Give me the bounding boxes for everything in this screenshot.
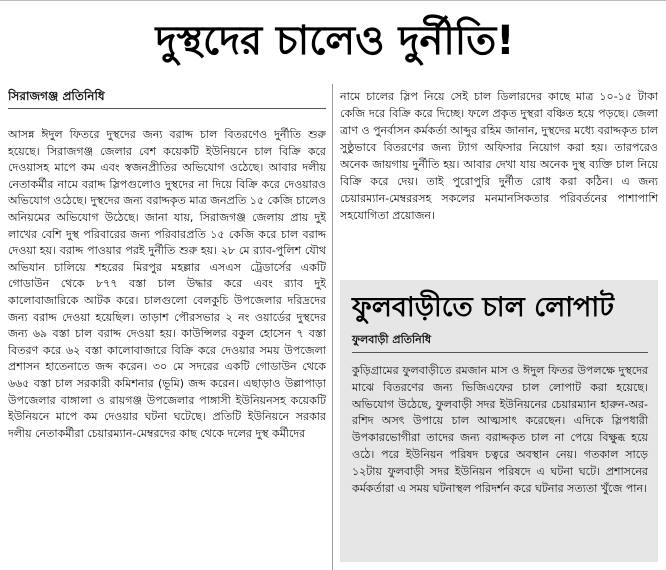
sidebar-byline: ফুলবাড়ী প্রতিনিধি [352,332,648,353]
top-rule [0,0,666,6]
main-headline: দুস্থদের চালেও দুর্নীতি! [155,18,515,64]
main-article-body-right: নামে চালের স্লিপ নিয়ে সেই চাল ডিলারদের কাছে মাত্র ১০-১৫ টাকা কেজি দরে বিক্রি করে দিচ্ছে। ফলে প্রকৃত দুস্থরা বঞ্চিত হয়ে পড়ছে। জেলা ত্রাণ ও পুনর্বাসন কর্মকর্তা আব্দুর রহিম জানান, দুস্থদের মধ্যে বরাদ্দকৃত চাল সুষ্ঠুভাবে বিতরণের জন্য ট্যাগ অফিসার নিয়োগ করা হয়। তারপরেও অনেক জায়গায় দুর্নীতি হয়। আবার দেখা যায় অনেক দুস্থ ব্যক্তি চাল নিয়ে বিক্রি করে দেয়। তাই পুরোপুরি দুর্নীত রোধ করা কঠিন। এ জন্য চেয়ারম্যান-মেম্বররসহ সকলের মনমানসিকতার পরিবর্তনের পাশাপাশি সহযোগিতা প্রয়োজন। [340,90,658,222]
main-article-right-column [340,88,658,274]
sidebar-article-body: কুড়িগ্রামের ফুলবাড়ীতে রমজান মাস ও ঈদুল ফিতর উপলক্ষে দুস্থদের মাঝে বিতরণের জন্য ভিজিএফের চাল লোপাট করা হয়েছে। অভিযোগ উঠেছে, ফুলবাড়ী সদর ইউনিয়নের চেয়ারম্যান হারুন-অর-রশিদ অসৎ উপায়ে চাল আত্মসাৎ করেছেন। এদিকে স্লিপধারী উপকারভোগীরা তাদের জন্য বরাদ্দকৃত চাল না পেয়ে বিক্ষুব্ধ হয়ে ওঠে। পরে ইউনিয়ন পরিষদ চত্বরে অবস্থান নেয়। গতকাল সাড়ে ১২টায় ফুলবাড়ী সদর ইউনিয়ন পরিষদে এ ঘটনা ঘটে। প্রশাসনের কর্মকর্তারা এ সময় ঘটনাস্থল পরিদর্শন করে ঘটনার সত্যতা খুঁজে পান। [352,364,648,495]
sidebar-article-box [340,280,658,562]
sidebar-headline: ফুলবাড়ীতে চাল লোপাট [352,292,614,323]
column-divider [332,84,333,570]
main-byline: সিরাজগঞ্জ প্রতিনিধি [8,88,326,109]
main-article-body-left: আসন্ন ঈদুল ফিতরে দুস্থদের জন্য বরাদ্দ চাল বিতরণেও দুর্নীতি শুরু হয়েছে। সিরাজগঞ্জ জেলার বেশ কয়েকটি ইউনিয়নে চাল বিক্রি করে দেওয়াসহ মাপে কম এবং স্বজনপ্রীতির অভিযোগ ওঠেছে। আবার দলীয় নেতাকর্মীর নামে বরাদ্দ স্লিপগুলোও দুস্থদের না দিয়ে বিক্রি করে দেওয়ারও অভিযোগ ওঠেছে। দুস্থদের জন্য বরাদ্দকৃত মাত্র জনপ্রতি ১৫ কেজি চালেও অনিয়মের অভিযোগ উঠেছে। জানা যায়, সিরাজগঞ্জ জেলায় প্রায় দুই লাখের বেশি দুস্থ পরিবারের জন্য পরিবারপ্রতি ১৫ কেজি করে চাল বরাদ্দ দেওয়া হয়। বরাদ্দ পাওয়ার পরই দুর্নীতি শুরু হয়। ২৮ মে র‍্যাব-পুলিশ যৌথ অভিযান চালিয়ে শহরের মিরপুর মহল্লার এসএস ট্রেডার্সের একটি গোডাউন থেকে ৮৭৭ বস্তা চাল উদ্ধার করে এবং র‍্যাব দুই কালোবাজারিকে আটক করে। চালগুলো বেলকুচি উপজেলার দরিদ্রদের জন্য বরাদ্দ দেওয়া হয়েছিল। তাড়াশ পৌরসভার ২ নং ওয়ার্ডের দুস্থদের জন্য ৬৯ বস্তা চাল বরাদ্দ দেওয়া হয়। কাউন্সিলর বকুল হোসেন ৭ বস্তা বিতরণ করে ৬২ বস্তা কালোবাজারে বিক্রি করে দেওয়ার সময় উপজেলা প্রশাসন হাতেনাতে জব্দ করেন। ৩০ মে সদরের একটি গোডাউন থেকে ৬৬৫ বস্তা চাল সরকারী কমিশনার (ভূমি) জব্দ করেন। এছাড়াও উল্লাপাড়া উপজেলার বাঙ্গালা ও রায়গঞ্জ উপজেলার পাঙ্গাসী ইউনিয়নসহ কয়েকটি ইউনিয়নে মাপে কম দেওয়ার ঘটনা ঘটেছে। প্রতিটি ইউনিয়নে সরকার দলীয় নেতাকর্মীরা চেয়ারম্যান-মেম্বরদের কাছ থেকে দলের দুস্থ কর্মীদের [8,128,326,440]
main-article-left-column [8,88,326,568]
